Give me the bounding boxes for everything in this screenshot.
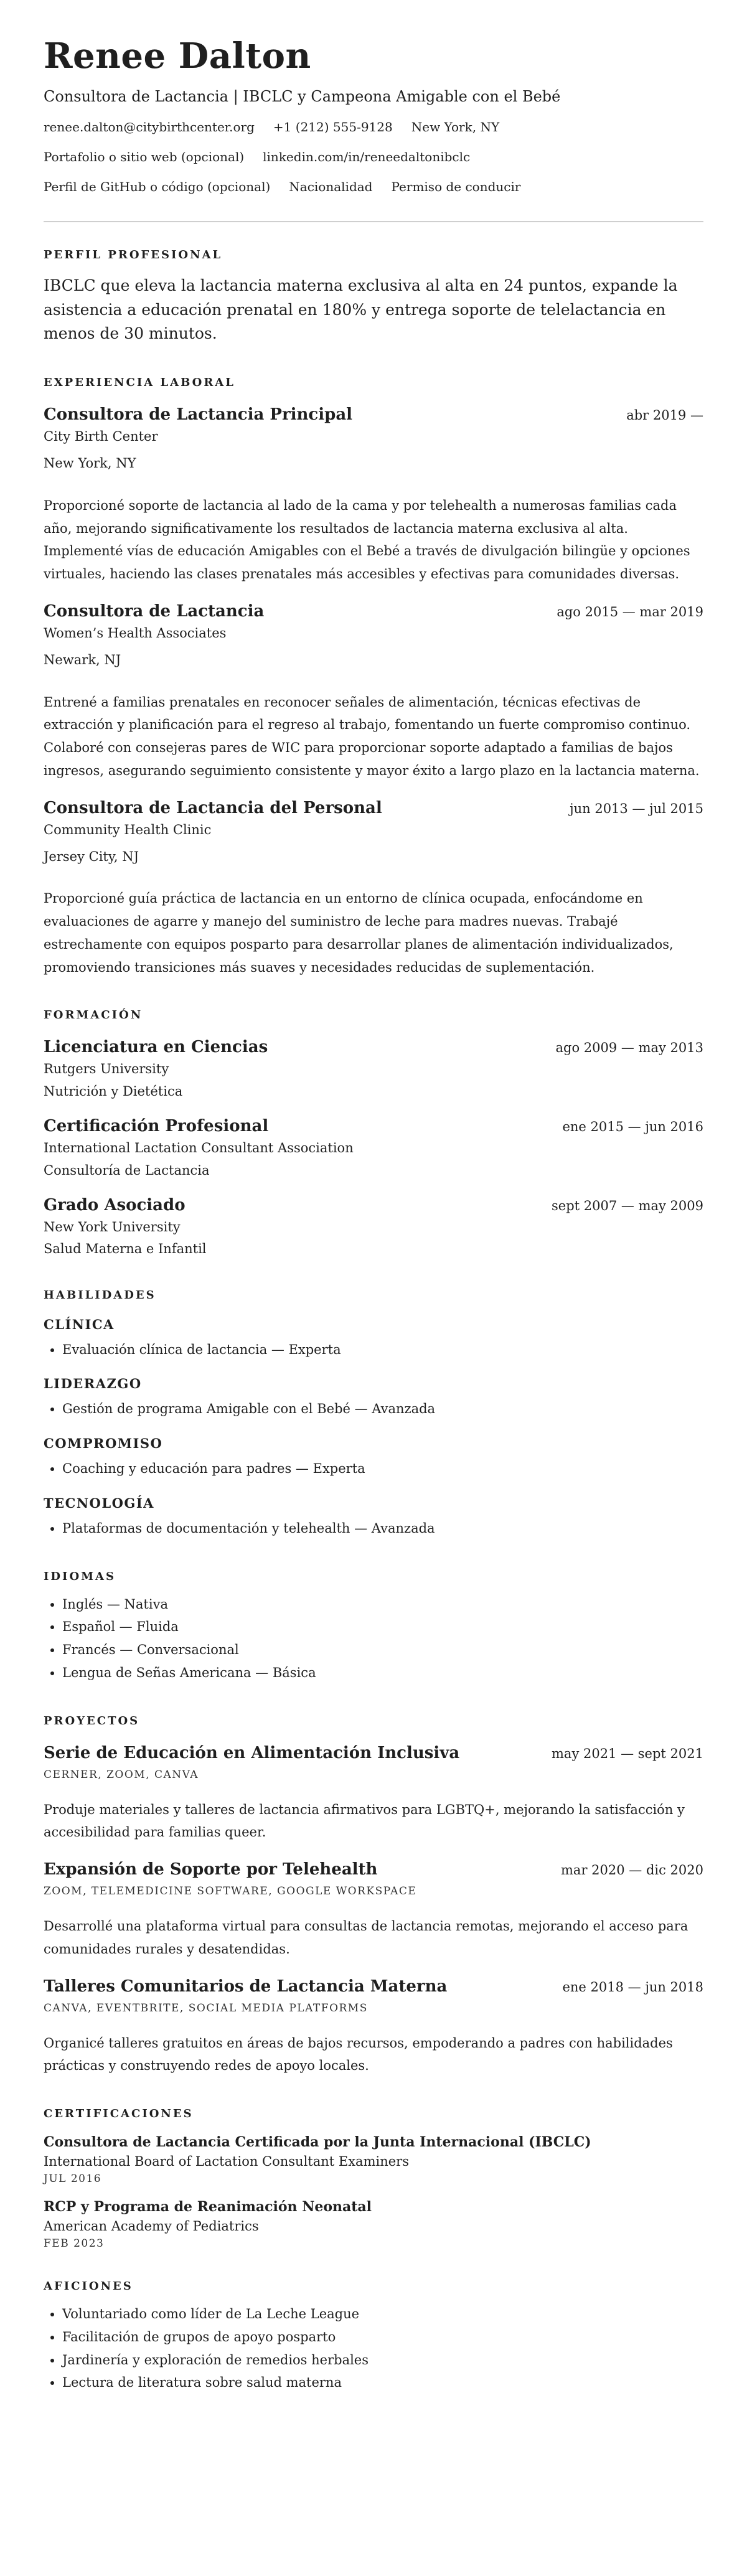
- certifications-section: [44, 2107, 703, 2250]
- email-link[interactable]: renee.dalton@citybirthcenter.org: [44, 119, 255, 134]
- project-tools: CANVA, EVENTBRITE, SOCIAL MEDIA PLATFORMS: [44, 2001, 368, 2014]
- job-description: Proporcioné soporte de lactancia al lado de la cama y por telehealth a numerosas familias cada año, mejorando significativamente los resultados de lactancia materna exclusiva al alta. Implementé vías de educación Amigables con el Bebé a través de divulgación bilingüe y opciones virtuales, haciendo las clases prenatales más accesibles y efectivas para comunidades diversas.: [44, 497, 690, 582]
- section-title: PROYECTOS: [44, 1714, 140, 1728]
- headline: Consultora de Lactancia | IBCLC y Campeona Amigable con el Bebé: [44, 87, 561, 105]
- section-title: PERFIL PROFESIONAL: [44, 248, 223, 261]
- project-description: Organicé talleres gratuitos en áreas de bajos recursos, empoderando a padres con habilidades prácticas y construyendo redes de apoyo locales.: [44, 2035, 673, 2074]
- contact-row-1: [44, 118, 703, 136]
- section-title: HABILIDADES: [44, 1288, 156, 1302]
- contact-row-2: [44, 148, 703, 166]
- certification-date: FEB 2023: [44, 2237, 105, 2250]
- project-entry: [44, 1744, 703, 1845]
- section-title: FORMACIÓN: [44, 1008, 143, 1022]
- nationality: Nacionalidad: [289, 179, 373, 194]
- field-of-study: Salud Materna e Infantil: [44, 1241, 207, 1257]
- certification-entry: [44, 2134, 703, 2185]
- field-of-study: Consultoría de Lactancia: [44, 1162, 210, 1178]
- certification-issuer: American Academy of Pediatrics: [44, 2219, 259, 2234]
- job-title: Consultora de Lactancia del Personal: [44, 798, 382, 817]
- certification-name: RCP y Programa de Reanimación Neonatal: [44, 2199, 372, 2216]
- candidate-name: Renee Dalton: [44, 35, 311, 77]
- field-of-study: Nutrición y Dietética: [44, 1083, 183, 1099]
- job-description: Entrené a familias prenatales en reconocer señales de alimentación, técnicas efectivas de extracción y planificación para el regreso al trabajo, fomentando un fuerte compromiso continuo. Colaboré con consejeras pares de WIC para proporcionar soporte adaptado a familias de bajos ingresos, asegurando seguimiento consistente y mayor éxito a largo plazo en la lactancia materna.: [44, 694, 700, 778]
- language-item: • Francés — Conversacional: [62, 1638, 703, 1662]
- certification-name: Consultora de Lactancia Certificada por la Junta Internacional (IBCLC): [44, 2134, 591, 2151]
- education-entry: [44, 1196, 703, 1259]
- skill-item: • Plataformas de documentación y telehealth — Avanzada: [62, 1517, 703, 1540]
- skill-group: [44, 1376, 703, 1421]
- experience-entry: [44, 602, 703, 783]
- skill-category: TECNOLOGÍA: [44, 1495, 154, 1511]
- skill-group: [44, 1436, 703, 1480]
- project-dates: ene 2018 — jun 2018: [562, 1979, 703, 1995]
- skill-group: [44, 1495, 703, 1540]
- language-item: • Español — Fluida: [62, 1615, 703, 1638]
- contact-row-3: [44, 177, 703, 196]
- skills-section: [44, 1289, 703, 1540]
- job-location: Jersey City, NJ: [44, 848, 139, 864]
- experience-entry: [44, 799, 703, 979]
- employer: Community Health Clinic: [44, 822, 212, 837]
- education-dates: ene 2015 — jun 2016: [562, 1119, 703, 1135]
- projects-section: [44, 1714, 703, 2078]
- employer: Women’s Health Associates: [44, 625, 227, 641]
- hobby-item: • Voluntariado como líder de La Leche League: [62, 2303, 703, 2326]
- certification-issuer: International Board of Lactation Consultant Examiners: [44, 2154, 409, 2169]
- employer: City Birth Center: [44, 429, 158, 444]
- hobby-item: • Lectura de literatura sobre salud materna: [62, 2371, 703, 2394]
- project-dates: mar 2020 — dic 2020: [561, 1863, 703, 1878]
- school: New York University: [44, 1219, 181, 1234]
- portfolio-link[interactable]: Portafolio o sitio web (opcional): [44, 149, 245, 164]
- degree: Licenciatura en Ciencias: [44, 1038, 268, 1057]
- phone-number: +1 (212) 555-9128: [273, 119, 393, 134]
- project-tools: ZOOM, TELEMEDICINE SOFTWARE, GOOGLE WORKSPACE: [44, 1885, 417, 1898]
- section-title: IDIOMAS: [44, 1569, 116, 1583]
- header-divider: [44, 221, 703, 222]
- experience-section: [44, 376, 703, 979]
- language-item: • Lengua de Señas Americana — Básica: [62, 1662, 703, 1685]
- job-dates: abr 2019 —: [626, 408, 703, 423]
- school: International Lactation Consultant Association: [44, 1140, 354, 1156]
- driving-license: Permiso de conducir: [391, 179, 521, 194]
- education-entry: [44, 1117, 703, 1180]
- skill-item: • Coaching y educación para padres — Experta: [62, 1457, 703, 1480]
- degree: Grado Asociado: [44, 1195, 186, 1215]
- github-link[interactable]: Perfil de GitHub o código (opcional): [44, 179, 271, 194]
- resume-header: [44, 37, 703, 196]
- job-title: Consultora de Lactancia: [44, 601, 265, 621]
- languages-section: [44, 1570, 703, 1685]
- experience-entry: [44, 405, 703, 586]
- section-title: EXPERIENCIA LABORAL: [44, 376, 235, 390]
- project-entry: [44, 1977, 703, 2078]
- skill-category: LIDERAZGO: [44, 1376, 142, 1392]
- project-tools: CERNER, ZOOM, CANVA: [44, 1768, 199, 1781]
- skill-group: [44, 1317, 703, 1361]
- education-section: [44, 1008, 703, 1258]
- job-description: Proporcioné guía práctica de lactancia en un entorno de clínica ocupada, enfocándome en evaluaciones de agarre y manejo del suministro de leche para madres nuevas. Trabajé estrechamente con equipos posparto para desarrollar planes de alimentación individualizados, promoviendo transiciones más suaves y necesidades reducidas de suplementación.: [44, 891, 674, 975]
- certification-entry: [44, 2199, 703, 2250]
- skill-item: • Evaluación clínica de lactancia — Experta: [62, 1338, 703, 1361]
- degree: Certificación Profesional: [44, 1117, 269, 1136]
- certification-date: JUL 2016: [44, 2173, 102, 2186]
- project-description: Produje materiales y talleres de lactancia afirmativos para LGBTQ+, mejorando la satisfacción y accesibilidad para familias queer.: [44, 1802, 685, 1840]
- summary-text: IBCLC que eleva la lactancia materna exclusiva al alta en 24 puntos, expande la asistencia a educación prenatal en 180% y entrega soporte de telelactancia en menos de 30 minutos.: [44, 276, 678, 343]
- location: New York, NY: [411, 119, 500, 134]
- linkedin-link[interactable]: linkedin.com/in/reneedaltonibclc: [263, 149, 471, 164]
- school: Rutgers University: [44, 1061, 169, 1077]
- education-dates: sept 2007 — may 2009: [552, 1198, 703, 1213]
- project-description: Desarrollé una plataforma virtual para consultas de lactancia remotas, mejorando el acceso para comunidades rurales y desatendidas.: [44, 1919, 688, 1957]
- project-name: Talleres Comunitarios de Lactancia Materna: [44, 1977, 448, 1996]
- education-entry: [44, 1038, 703, 1101]
- hobby-item: • Facilitación de grupos de apoyo posparto: [62, 2326, 703, 2349]
- summary-section: [44, 248, 703, 346]
- hobby-item: • Jardinería y exploración de remedios herbales: [62, 2349, 703, 2372]
- section-title: CERTIFICACIONES: [44, 2107, 194, 2121]
- job-location: New York, NY: [44, 456, 136, 471]
- project-dates: may 2021 — sept 2021: [552, 1746, 703, 1761]
- education-dates: ago 2009 — may 2013: [555, 1040, 703, 1056]
- project-name: Serie de Educación en Alimentación Inclusiva: [44, 1743, 460, 1762]
- project-entry: [44, 1860, 703, 1961]
- skill-category: COMPROMISO: [44, 1436, 163, 1452]
- skill-item: • Gestión de programa Amigable con el Bebé — Avanzada: [62, 1398, 703, 1421]
- language-item: • Inglés — Nativa: [62, 1593, 703, 1616]
- job-title: Consultora de Lactancia Principal: [44, 405, 353, 425]
- job-location: Newark, NJ: [44, 652, 121, 668]
- project-name: Expansión de Soporte por Telehealth: [44, 1860, 378, 1879]
- section-title: AFICIONES: [44, 2280, 133, 2293]
- skill-category: CLÍNICA: [44, 1316, 115, 1332]
- job-dates: jun 2013 — jul 2015: [570, 801, 703, 816]
- hobbies-section: [44, 2280, 703, 2394]
- job-dates: ago 2015 — mar 2019: [557, 604, 703, 619]
